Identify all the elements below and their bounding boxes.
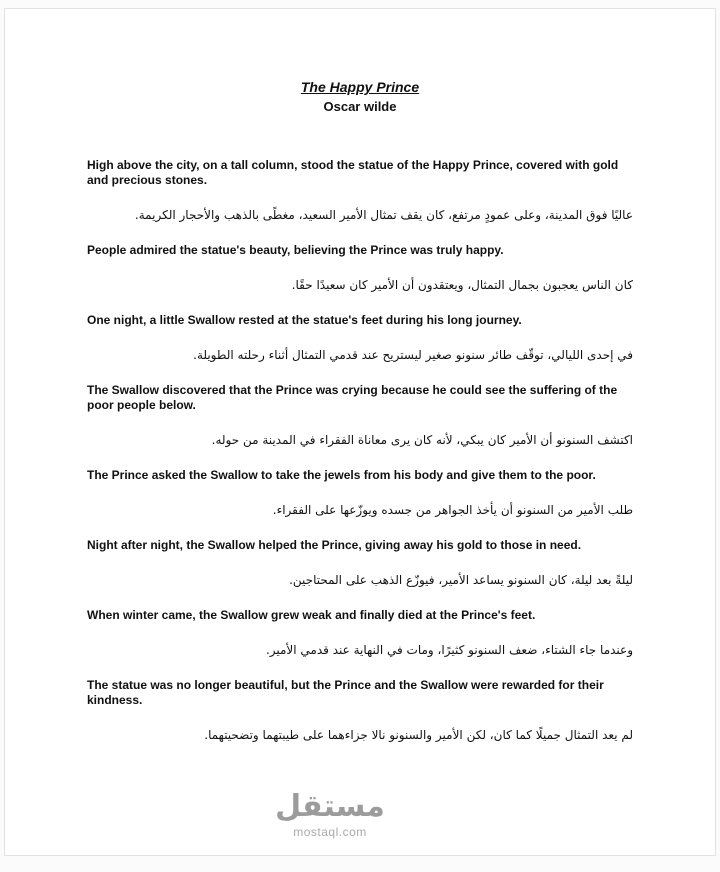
- paragraph-2-en: People admired the statue's beauty, believing the Prince was truly happy.: [87, 243, 504, 257]
- title-block: [87, 79, 633, 114]
- paragraph-3-en: One night, a little Swallow rested at the statue's feet during his long journey.: [87, 313, 522, 327]
- paragraph-2-ar: كان الناس يعجبون بجمال التمثال، ويعتقدون أن الأمير كان سعيدًا حقًا.: [291, 278, 633, 292]
- paragraph-7-en: When winter came, the Swallow grew weak and finally died at the Prince's feet.: [87, 608, 536, 622]
- paragraph-8-en: The statue was no longer beautiful, but the Prince and the Swallow were rewarded for their kindness.: [87, 678, 604, 707]
- paragraph-3-ar: في إحدى الليالي، توقّف طائر سنونو صغير ليستريح عند قدمي التمثال أثناء رحلته الطويلة.: [193, 348, 633, 362]
- watermark-domain: mostaql.com: [293, 825, 367, 839]
- paragraph-5-ar: طلب الأمير من السنونو أن يأخذ الجواهر من جسده ويوزّعها على الفقراء.: [272, 503, 633, 517]
- document-title: The Happy Prince: [300, 79, 420, 95]
- paragraph-1-ar: عاليًا فوق المدينة، وعلى عمودٍ مرتفع، كان يقف تمثال الأمير السعيد، مغطًى بالذهب والأحجار الكريمة.: [134, 208, 633, 222]
- paragraph-4-en: The Swallow discovered that the Prince was crying because he could see the suffering of the poor people below.: [87, 383, 618, 412]
- document-page: [4, 8, 716, 856]
- paragraph-6-ar: ليلةً بعد ليلة، كان السنونو يساعد الأمير، فيوزّع الذهب على المحتاجين.: [289, 573, 633, 587]
- paragraph-6-en: Night after night, the Swallow helped the Prince, giving away his gold to those in need.: [87, 538, 582, 552]
- watermark-logo: مستقل: [275, 789, 385, 824]
- paragraph-5-en: The Prince asked the Swallow to take the jewels from his body and give them to the poor.: [87, 468, 596, 482]
- paragraph-1-en: High above the city, on a tall column, stood the statue of the Happy Prince, covered with gold and precious stones.: [87, 158, 619, 187]
- paragraph-8-ar: لم يعد التمثال جميلًا كما كان، لكن الأمير والسنونو نالا جزاءهما على طيبتهما وتضحيتهما.: [204, 728, 633, 742]
- paragraph-7-ar: وعندما جاء الشتاء، ضعف السنونو كثيرًا، ومات في النهاية عند قدمي الأمير.: [265, 643, 633, 657]
- document-author: Oscar wilde: [323, 99, 397, 114]
- paragraph-4-ar: اكتشف السنونو أن الأمير كان يبكي، لأنه كان يرى معاناة الفقراء في المدينة من حوله.: [211, 433, 633, 447]
- watermark: [5, 791, 655, 839]
